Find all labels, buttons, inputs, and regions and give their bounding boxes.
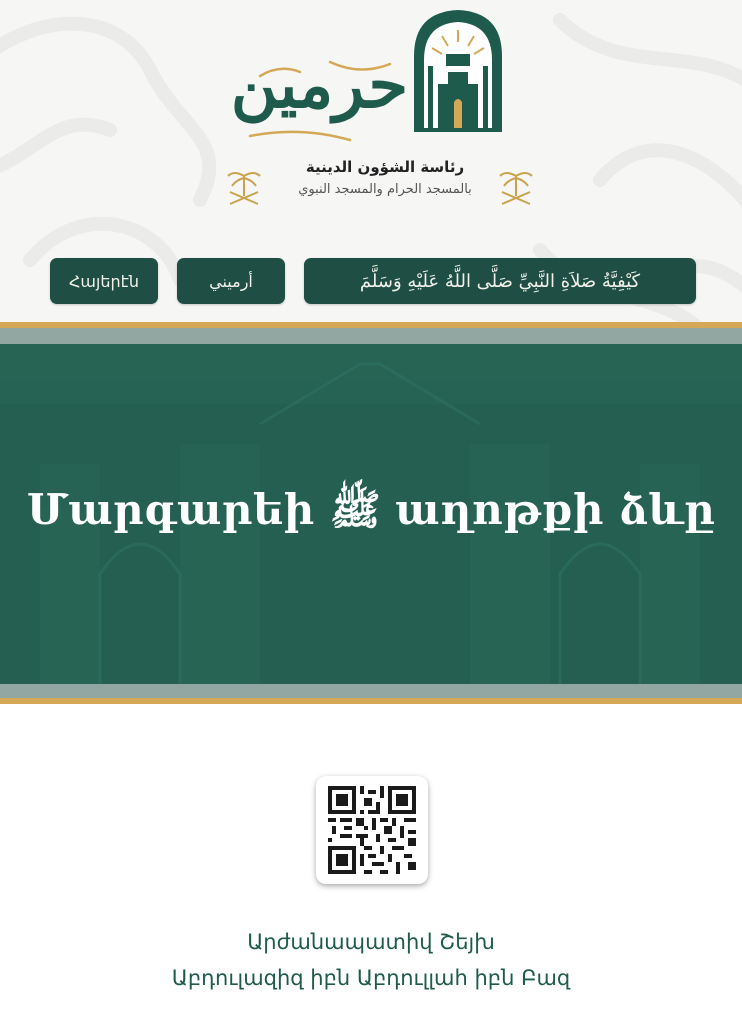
haramain-logo-icon: [408, 6, 508, 136]
author-honorific: Արժանապատիվ Շեյխ: [247, 930, 495, 954]
logo-org-name: رئاسة الشؤون الدينية: [305, 158, 465, 176]
qr-code-icon: [328, 786, 416, 874]
logo-org-subtitle: بالمسجد الحرام والمسجد النبوي: [298, 182, 472, 197]
logo-wordmark: حرمين: [230, 48, 408, 123]
gold-divider: [0, 698, 742, 704]
palm-swords-emblem-icon: [496, 166, 536, 210]
language-button[interactable]: Հայերէն: [50, 258, 158, 304]
haramain-logo: [230, 6, 530, 211]
logo-gold-flourish: [240, 56, 410, 146]
document-title: Մարգարեի ﷺ աղոթքի ձևը: [26, 485, 716, 534]
palm-swords-emblem-icon: [224, 166, 264, 210]
author-name: Աբդուլազիզ իբն Աբդուլլահ իբն Բազ: [171, 966, 571, 990]
qr-code-card[interactable]: [316, 776, 428, 884]
gray-divider: [0, 684, 742, 698]
arabic-title-button[interactable]: كَيْفِيَّةُ صَلاَةِ النَّبِيِّ صَلَّى اللَّهُ عَلَيْهِ وَسَلَّمَ: [304, 258, 696, 304]
header-area: [0, 0, 742, 322]
gray-divider: [0, 328, 742, 344]
title-banner: [0, 344, 742, 684]
arabic-language-button[interactable]: أرميني: [177, 258, 285, 304]
